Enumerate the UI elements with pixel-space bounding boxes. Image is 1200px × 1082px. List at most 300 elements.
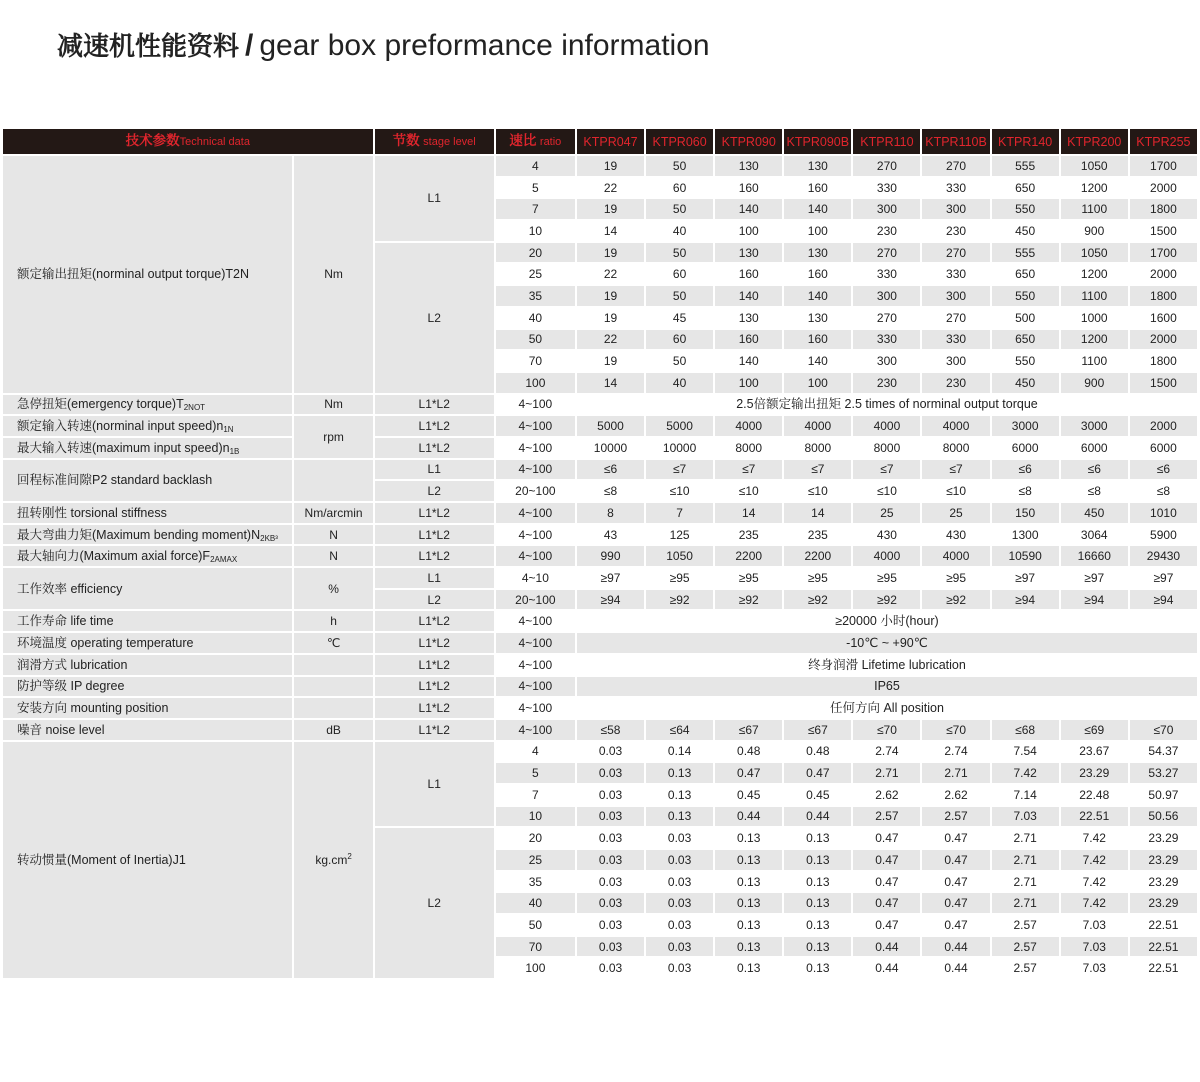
- value-cell: 1000: [1061, 308, 1128, 328]
- max-speed-label-subscript: 1B: [229, 446, 240, 456]
- value-cell: ≤68: [992, 720, 1059, 740]
- value-cell: 5000: [646, 416, 713, 436]
- value-cell: 2.57: [922, 807, 989, 827]
- value-cell: ≤10: [853, 481, 920, 501]
- value-cell: 100: [715, 373, 782, 393]
- value-cell: 270: [853, 156, 920, 176]
- value-cell: 7.03: [1061, 958, 1128, 978]
- backlash-stage: L1: [375, 460, 494, 480]
- value-cell: 14: [577, 221, 644, 241]
- value-cell: 0.47: [922, 828, 989, 848]
- ratio-cell: 70: [496, 351, 575, 371]
- axial-label-text: 最大轴向力(Maximum axial force)F: [17, 549, 211, 564]
- value-cell: 40: [646, 221, 713, 241]
- efficiency-label: 工作效率 efficiency: [3, 568, 292, 609]
- efficiency-unit: %: [294, 568, 372, 609]
- value-cell: 0.44: [853, 937, 920, 957]
- value-cell: 160: [715, 330, 782, 350]
- value-cell: 0.47: [784, 763, 851, 783]
- value-cell: 60: [646, 264, 713, 284]
- value-cell: 2200: [784, 546, 851, 566]
- value-cell: 4000: [922, 416, 989, 436]
- life-stage: L1*L2: [375, 611, 494, 631]
- value-cell: 140: [784, 199, 851, 219]
- table-row: [3, 438, 1197, 458]
- value-cell: 2000: [1130, 416, 1197, 436]
- value-cell: 4000: [715, 416, 782, 436]
- value-cell: 0.47: [853, 828, 920, 848]
- value-cell: 0.03: [577, 763, 644, 783]
- value-cell: 23.29: [1130, 872, 1197, 892]
- value-cell: ≥95: [784, 568, 851, 588]
- max-speed-stage: L1*L2: [375, 438, 494, 458]
- value-cell: 1700: [1130, 156, 1197, 176]
- value-cell: 555: [992, 243, 1059, 263]
- mounting-ratio: 4~100: [496, 698, 575, 718]
- value-cell: 0.03: [577, 807, 644, 827]
- value-cell: 1100: [1061, 351, 1128, 371]
- value-cell: 43: [577, 525, 644, 545]
- value-cell: 0.13: [784, 893, 851, 913]
- value-cell: 0.03: [646, 828, 713, 848]
- emergency-label-subscript: 2NOT: [183, 403, 206, 413]
- value-cell: 450: [992, 221, 1059, 241]
- value-cell: 0.13: [715, 828, 782, 848]
- value-cell: 1200: [1061, 264, 1128, 284]
- value-cell: 0.47: [853, 850, 920, 870]
- ratio-cell: 25: [496, 850, 575, 870]
- temperature-ratio: 4~100: [496, 633, 575, 653]
- ratio-cell: 20: [496, 243, 575, 263]
- value-cell: 25: [922, 503, 989, 523]
- header-tech-en: Technical data: [179, 136, 250, 148]
- value-cell: ≥97: [1061, 568, 1128, 588]
- value-cell: 29430: [1130, 546, 1197, 566]
- value-cell: 19: [577, 308, 644, 328]
- header-technical-data: [3, 129, 373, 154]
- backlash-label: 回程标准间隙P2 standard backlash: [3, 460, 292, 501]
- value-cell: 270: [922, 156, 989, 176]
- value-cell: ≤67: [784, 720, 851, 740]
- header-model: KTPR255: [1130, 129, 1197, 154]
- temperature-value: -10℃ ~ +90℃: [577, 633, 1197, 653]
- value-cell: 50.56: [1130, 807, 1197, 827]
- table-row: [3, 742, 1197, 762]
- stiffness-ratio: 4~100: [496, 503, 575, 523]
- value-cell: 330: [853, 178, 920, 198]
- header-model: KTPR090B: [784, 129, 851, 154]
- value-cell: 0.13: [784, 850, 851, 870]
- value-cell: ≥94: [1061, 590, 1128, 610]
- life-ratio: 4~100: [496, 611, 575, 631]
- value-cell: 0.13: [646, 785, 713, 805]
- value-cell: 0.13: [784, 915, 851, 935]
- value-cell: 160: [784, 330, 851, 350]
- value-cell: 1100: [1061, 199, 1128, 219]
- stiffness-unit: Nm/arcmin: [294, 503, 372, 523]
- value-cell: 50: [646, 286, 713, 306]
- value-cell: 1200: [1061, 330, 1128, 350]
- value-cell: 0.03: [577, 785, 644, 805]
- axial-stage: L1*L2: [375, 546, 494, 566]
- value-cell: ≥94: [992, 590, 1059, 610]
- value-cell: ≥97: [992, 568, 1059, 588]
- value-cell: 230: [853, 221, 920, 241]
- value-cell: 430: [922, 525, 989, 545]
- value-cell: 430: [853, 525, 920, 545]
- value-cell: 160: [715, 178, 782, 198]
- ratio-cell: 7: [496, 199, 575, 219]
- value-cell: 330: [922, 264, 989, 284]
- value-cell: 100: [784, 221, 851, 241]
- ratio-cell: 35: [496, 286, 575, 306]
- value-cell: 130: [715, 308, 782, 328]
- efficiency-ratio: 4~10: [496, 568, 575, 588]
- value-cell: 300: [853, 199, 920, 219]
- value-cell: 0.47: [853, 893, 920, 913]
- efficiency-ratio: 20~100: [496, 590, 575, 610]
- value-cell: 130: [715, 243, 782, 263]
- value-cell: 130: [784, 308, 851, 328]
- header-ratio-zh: 速比: [509, 133, 537, 149]
- value-cell: 160: [784, 264, 851, 284]
- emergency-ratio: 4~100: [496, 395, 575, 415]
- value-cell: 23.29: [1061, 763, 1128, 783]
- nominal-speed-label-text: 额定输入转速(norminal input speed)n: [17, 419, 224, 434]
- ratio-cell: 10: [496, 221, 575, 241]
- value-cell: 1100: [1061, 286, 1128, 306]
- value-cell: ≥95: [715, 568, 782, 588]
- value-cell: 50: [646, 199, 713, 219]
- table-row: [3, 677, 1197, 697]
- value-cell: 23.29: [1130, 893, 1197, 913]
- mounting-value: 任何方向 All position: [577, 698, 1197, 718]
- bending-stage: L1*L2: [375, 525, 494, 545]
- value-cell: ≤6: [1061, 460, 1128, 480]
- ratio-cell: 25: [496, 264, 575, 284]
- value-cell: 1200: [1061, 178, 1128, 198]
- emergency-stage: L1*L2: [375, 395, 494, 415]
- value-cell: 7.42: [1061, 872, 1128, 892]
- nominal-speed-stage: L1*L2: [375, 416, 494, 436]
- value-cell: 4000: [784, 416, 851, 436]
- value-cell: 0.47: [715, 763, 782, 783]
- value-cell: 550: [992, 199, 1059, 219]
- header-model: KTPR110B: [922, 129, 989, 154]
- value-cell: 7.14: [992, 785, 1059, 805]
- value-cell: 300: [922, 351, 989, 371]
- backlash-ratio: 20~100: [496, 481, 575, 501]
- header-model: KTPR047: [577, 129, 644, 154]
- value-cell: 650: [992, 330, 1059, 350]
- value-cell: 1050: [1061, 243, 1128, 263]
- page-title-zh: 减速机性能资料: [57, 32, 240, 62]
- table-row: [3, 655, 1197, 675]
- value-cell: 2.62: [853, 785, 920, 805]
- value-cell: ≤69: [1061, 720, 1128, 740]
- value-cell: 14: [784, 503, 851, 523]
- value-cell: 50: [646, 156, 713, 176]
- value-cell: 1800: [1130, 351, 1197, 371]
- value-cell: 0.45: [784, 785, 851, 805]
- value-cell: 2000: [1130, 264, 1197, 284]
- value-cell: ≥92: [646, 590, 713, 610]
- value-cell: 270: [853, 243, 920, 263]
- value-cell: 300: [853, 286, 920, 306]
- value-cell: ≤10: [715, 481, 782, 501]
- backlash-stage: L2: [375, 481, 494, 501]
- value-cell: 7.03: [1061, 915, 1128, 935]
- header-model: KTPR060: [646, 129, 713, 154]
- value-cell: ≤7: [922, 460, 989, 480]
- noise-ratio: 4~100: [496, 720, 575, 740]
- value-cell: 140: [715, 351, 782, 371]
- table-row: [3, 568, 1197, 588]
- value-cell: 0.03: [577, 958, 644, 978]
- value-cell: 60: [646, 330, 713, 350]
- value-cell: 8: [577, 503, 644, 523]
- life-value: ≥20000 小时(hour): [577, 611, 1197, 631]
- value-cell: 330: [922, 178, 989, 198]
- value-cell: 0.44: [715, 807, 782, 827]
- header-stage-zh: 节数: [392, 133, 420, 149]
- emergency-label-text: 急停扭矩(emergency torque)T: [17, 397, 184, 412]
- value-cell: 330: [922, 330, 989, 350]
- value-cell: 7.03: [1061, 937, 1128, 957]
- performance-table: [1, 127, 1199, 980]
- value-cell: 2.62: [922, 785, 989, 805]
- value-cell: ≥92: [922, 590, 989, 610]
- value-cell: 2.74: [853, 742, 920, 762]
- ratio-cell: 40: [496, 893, 575, 913]
- value-cell: 50: [646, 243, 713, 263]
- max-speed-ratio: 4~100: [496, 438, 575, 458]
- value-cell: ≥92: [715, 590, 782, 610]
- value-cell: 0.44: [922, 937, 989, 957]
- value-cell: 0.13: [715, 850, 782, 870]
- value-cell: ≥95: [922, 568, 989, 588]
- value-cell: 160: [784, 178, 851, 198]
- value-cell: 8000: [853, 438, 920, 458]
- table-row: [3, 503, 1197, 523]
- mounting-label: 安装方向 mounting position: [3, 698, 292, 718]
- value-cell: ≤67: [715, 720, 782, 740]
- value-cell: 0.44: [784, 807, 851, 827]
- value-cell: 650: [992, 178, 1059, 198]
- value-cell: 0.13: [715, 937, 782, 957]
- value-cell: ≤6: [1130, 460, 1197, 480]
- value-cell: 16660: [1061, 546, 1128, 566]
- value-cell: 0.03: [646, 872, 713, 892]
- value-cell: 2.71: [922, 763, 989, 783]
- mounting-unit: [294, 698, 372, 718]
- value-cell: 23.29: [1130, 850, 1197, 870]
- value-cell: 60: [646, 178, 713, 198]
- value-cell: 150: [992, 503, 1059, 523]
- value-cell: 900: [1061, 221, 1128, 241]
- table-row: [3, 460, 1197, 480]
- lubrication-unit: [294, 655, 372, 675]
- page-title-en: gear box preformance information: [259, 29, 710, 62]
- value-cell: 0.13: [784, 872, 851, 892]
- value-cell: ≤7: [784, 460, 851, 480]
- ratio-cell: 5: [496, 178, 575, 198]
- max-speed-label-text: 最大输入转速(maximum input speed)n: [17, 440, 230, 455]
- value-cell: 40: [646, 373, 713, 393]
- value-cell: 0.48: [715, 742, 782, 762]
- ratio-cell: 100: [496, 958, 575, 978]
- value-cell: 22: [577, 178, 644, 198]
- table-row: [3, 633, 1197, 653]
- value-cell: ≤70: [853, 720, 920, 740]
- value-cell: 990: [577, 546, 644, 566]
- ip-unit: [294, 677, 372, 697]
- inertia-stage-l1: L1: [375, 742, 494, 827]
- axial-label: [3, 546, 292, 566]
- torque-stage-l2: L2: [375, 243, 494, 393]
- value-cell: 140: [715, 286, 782, 306]
- value-cell: 0.13: [646, 763, 713, 783]
- value-cell: ≤10: [922, 481, 989, 501]
- value-cell: 450: [992, 373, 1059, 393]
- value-cell: 1050: [1061, 156, 1128, 176]
- value-cell: 7: [646, 503, 713, 523]
- value-cell: 270: [853, 308, 920, 328]
- header-stage-en: stage level: [423, 136, 476, 148]
- table-row: [3, 698, 1197, 718]
- value-cell: 550: [992, 286, 1059, 306]
- value-cell: 54.37: [1130, 742, 1197, 762]
- value-cell: 550: [992, 351, 1059, 371]
- value-cell: 0.13: [715, 958, 782, 978]
- value-cell: 300: [922, 199, 989, 219]
- header-model: KTPR110: [853, 129, 920, 154]
- value-cell: 2.57: [992, 958, 1059, 978]
- noise-stage: L1*L2: [375, 720, 494, 740]
- value-cell: ≤6: [992, 460, 1059, 480]
- life-label: 工作寿命 life time: [3, 611, 292, 631]
- value-cell: ≤6: [577, 460, 644, 480]
- value-cell: 2.74: [922, 742, 989, 762]
- value-cell: ≤8: [1061, 481, 1128, 501]
- efficiency-stage: L2: [375, 590, 494, 610]
- value-cell: 6000: [1130, 438, 1197, 458]
- value-cell: 23.29: [1130, 828, 1197, 848]
- value-cell: 0.03: [577, 893, 644, 913]
- value-cell: ≤64: [646, 720, 713, 740]
- torque-stage-l1: L1: [375, 156, 494, 241]
- value-cell: 7.42: [1061, 850, 1128, 870]
- value-cell: 330: [853, 330, 920, 350]
- value-cell: 1700: [1130, 243, 1197, 263]
- inertia-unit: [294, 742, 372, 979]
- value-cell: 2.71: [853, 763, 920, 783]
- ratio-cell: 100: [496, 373, 575, 393]
- value-cell: 7.42: [1061, 893, 1128, 913]
- value-cell: 3000: [992, 416, 1059, 436]
- table-row: [3, 395, 1197, 415]
- value-cell: 0.03: [646, 915, 713, 935]
- header-ratio-en: ratio: [539, 136, 562, 148]
- value-cell: 1050: [646, 546, 713, 566]
- axial-ratio: 4~100: [496, 546, 575, 566]
- value-cell: ≥97: [577, 568, 644, 588]
- value-cell: 1800: [1130, 286, 1197, 306]
- value-cell: 10590: [992, 546, 1059, 566]
- value-cell: 5000: [577, 416, 644, 436]
- torque-label: 额定输出扭矩(norminal output torque)T2N: [3, 156, 292, 393]
- value-cell: 1500: [1130, 221, 1197, 241]
- value-cell: 0.47: [922, 915, 989, 935]
- value-cell: 270: [922, 308, 989, 328]
- value-cell: 0.03: [577, 742, 644, 762]
- header-model: KTPR200: [1061, 129, 1128, 154]
- value-cell: 19: [577, 243, 644, 263]
- table-row: [3, 546, 1197, 566]
- inertia-stage-l2: L2: [375, 828, 494, 978]
- value-cell: 230: [922, 221, 989, 241]
- value-cell: 0.47: [922, 872, 989, 892]
- value-cell: 0.03: [646, 850, 713, 870]
- value-cell: 130: [784, 156, 851, 176]
- value-cell: ≤8: [992, 481, 1059, 501]
- ratio-cell: 4: [496, 156, 575, 176]
- axial-unit: N: [294, 546, 372, 566]
- ratio-cell: 40: [496, 308, 575, 328]
- value-cell: 22.51: [1061, 807, 1128, 827]
- value-cell: ≤7: [715, 460, 782, 480]
- table-header-row: [3, 129, 1197, 154]
- bending-label-subscript: 2KB³: [260, 533, 278, 543]
- value-cell: ≤8: [577, 481, 644, 501]
- header-model: KTPR090: [715, 129, 782, 154]
- value-cell: 6000: [1061, 438, 1128, 458]
- value-cell: 2.57: [853, 807, 920, 827]
- ratio-cell: 70: [496, 937, 575, 957]
- inertia-unit-text: kg.cm: [315, 852, 348, 867]
- value-cell: 22: [577, 330, 644, 350]
- value-cell: ≤10: [784, 481, 851, 501]
- value-cell: 0.03: [577, 850, 644, 870]
- temperature-label: 环境温度 operating temperature: [3, 633, 292, 653]
- value-cell: 7.42: [992, 763, 1059, 783]
- value-cell: 50.97: [1130, 785, 1197, 805]
- value-cell: 125: [646, 525, 713, 545]
- value-cell: 5900: [1130, 525, 1197, 545]
- value-cell: 0.45: [715, 785, 782, 805]
- page-title: [57, 26, 710, 63]
- value-cell: 230: [922, 373, 989, 393]
- value-cell: 0.13: [715, 893, 782, 913]
- value-cell: 14: [577, 373, 644, 393]
- value-cell: 0.03: [577, 937, 644, 957]
- bending-label: [3, 525, 292, 545]
- value-cell: 450: [1061, 503, 1128, 523]
- nominal-speed-label: [3, 416, 292, 436]
- ip-label: 防护等级 IP degree: [3, 677, 292, 697]
- value-cell: 0.14: [646, 742, 713, 762]
- value-cell: 0.47: [853, 915, 920, 935]
- bending-unit: N: [294, 525, 372, 545]
- value-cell: 900: [1061, 373, 1128, 393]
- value-cell: 0.03: [577, 872, 644, 892]
- value-cell: 0.03: [646, 958, 713, 978]
- efficiency-stage: L1: [375, 568, 494, 588]
- value-cell: ≤7: [853, 460, 920, 480]
- nominal-speed-ratio: 4~100: [496, 416, 575, 436]
- value-cell: 330: [853, 264, 920, 284]
- value-cell: 0.44: [922, 958, 989, 978]
